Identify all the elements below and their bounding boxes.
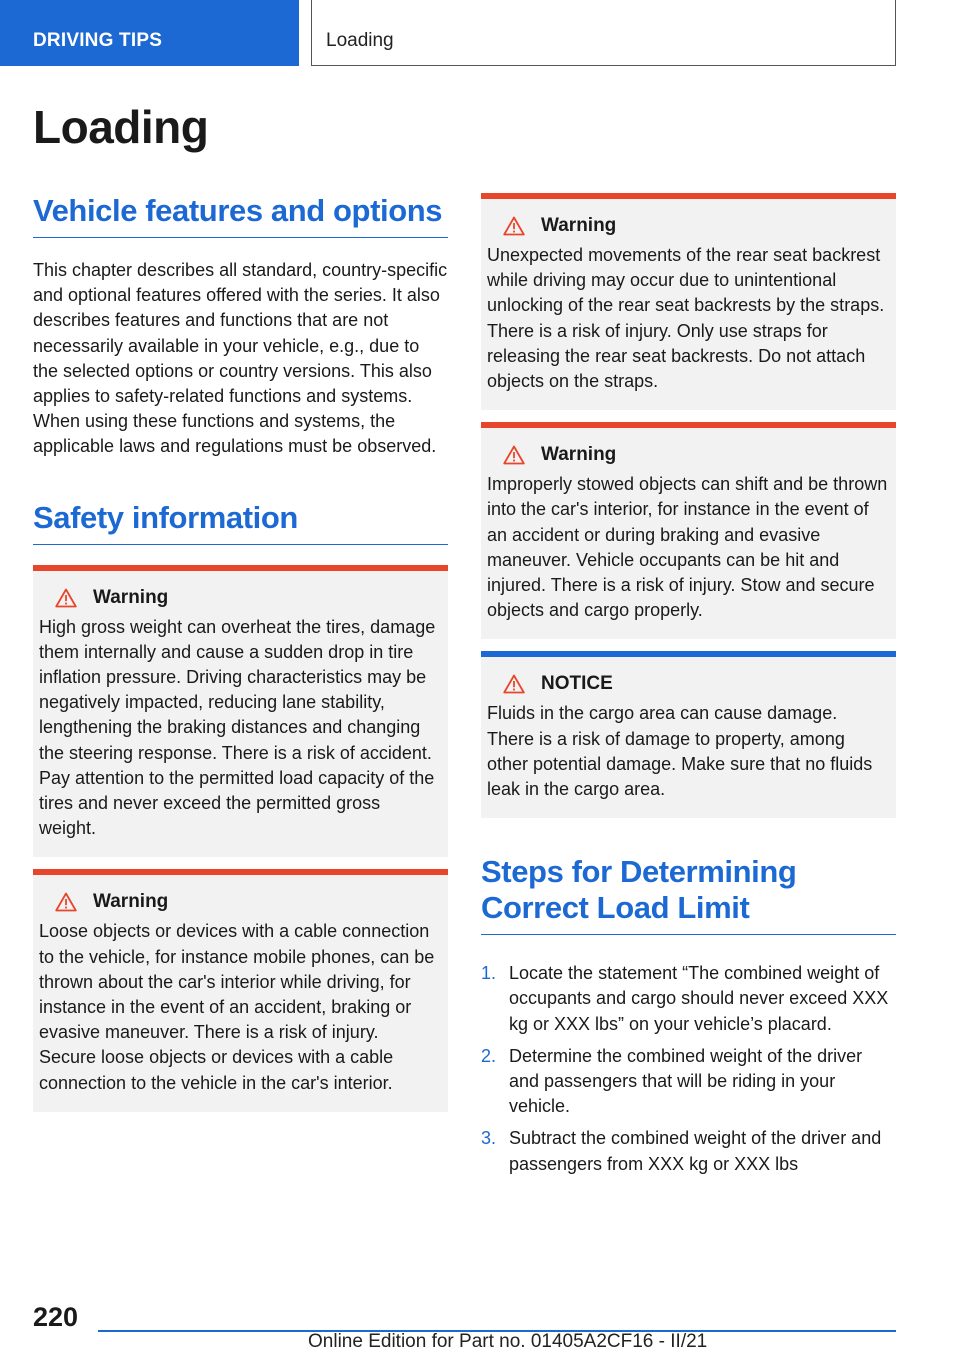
warning-triangle-icon — [503, 674, 525, 694]
header-section-tab: DRIVING TIPS — [0, 0, 299, 66]
list-item — [481, 1044, 896, 1120]
footer-edition: Online Edition for Part no. 01405A2CF16 - II/21 — [308, 1331, 708, 1352]
warning-triangle-icon — [55, 588, 77, 608]
warning-box — [33, 565, 448, 858]
warning-triangle-icon — [55, 892, 77, 912]
warning-header — [39, 891, 440, 913]
step-number: 3. — [481, 1128, 497, 1149]
warning-box — [33, 869, 448, 1111]
warning-header — [487, 215, 888, 237]
left-column — [33, 193, 448, 1112]
vehicle-features-text: This chapter describes all standard, country-specific and optional features offered with the series. It also describes features and functions that are not necessarily available in your vehicle, e.g., due to the selected options or country versions. This also applies to safety-related functions and systems. When using these functions and systems, the applicable laws and regulations must be observed. — [33, 260, 448, 457]
list-item — [481, 961, 896, 1037]
right-column — [481, 193, 896, 1184]
warning-label: Warning — [93, 586, 169, 608]
warning-header — [39, 587, 440, 609]
warning-text: Unexpected movements of the rear seat backrest while driving may occur due to unintentional unlocking of the rear seat backrests by the straps. There is a risk of injury. Only use straps for releasing the rear seat backrests. Do not attach objects on the straps. — [487, 245, 885, 392]
step-text: Subtract the combined weight of the driver and passengers from XXX kg or XXX lbs — [509, 1128, 882, 1174]
warning-box — [481, 422, 896, 639]
section-heading-vehicle-features: Vehicle features and options — [33, 193, 448, 238]
steps-list — [481, 961, 896, 1177]
notice-header — [487, 673, 888, 695]
notice-box — [481, 651, 896, 818]
step-text: Locate the statement “The combined weight of occupants and cargo should never exceed XXX kg or XXX lbs” on your vehicle’s placard. — [509, 963, 889, 1034]
warning-text: Improperly stowed objects can shift and be thrown into the car's interior, for instance in the event of an accident or during braking and evasive maneuver. Vehicle occupants can be hit and injured. There is a risk of injury. Stow and secure objects and cargo properly. — [487, 474, 888, 621]
warning-box — [481, 193, 896, 410]
step-text: Determine the combined weight of the driver and passengers that will be riding in your vehicle. — [509, 1045, 863, 1117]
list-item — [481, 1126, 896, 1176]
step-number: 2. — [481, 1045, 497, 1066]
warning-triangle-icon — [503, 445, 525, 465]
warning-header — [487, 444, 888, 466]
warning-text: Loose objects or devices with a cable connection to the vehicle, for instance mobile phones, can be thrown about the car's interior while driving, for instance in the event of an accident, braking or evasive maneuver. There is a risk of injury. Secure loose objects or devices with a cable connection to the vehicle in the car's interior. — [39, 921, 435, 1093]
notice-text: Fluids in the cargo area can cause damage. There is a risk of damage to property, among other potential damage. Make sure that no fluids leak in the cargo area. — [487, 703, 873, 800]
warning-text: High gross weight can overheat the tires, damage them internally and cause a sudden drop in tire inflation pressure. Driving characteristics may be negatively impacted, reducing lane stability, lengthening the braking distances and changing the steering response. There is a risk of accident. Pay attention to the permitted load capacity of the tires and never exceed the permitted gross weight. — [39, 616, 436, 839]
warning-triangle-icon — [503, 216, 525, 236]
warning-label: Warning — [541, 444, 617, 466]
warning-label: Warning — [93, 891, 169, 913]
warning-label: Warning — [541, 215, 617, 236]
page-number: 220 — [33, 1302, 79, 1332]
section-heading-load-limit: Steps for Determining Correct Load Limit — [481, 854, 896, 935]
section-heading-safety: Safety information — [33, 500, 448, 545]
page-title: Loading — [33, 101, 209, 153]
header-chapter-label: Loading — [311, 0, 896, 66]
notice-label: NOTICE — [541, 673, 613, 695]
step-number: 1. — [481, 963, 497, 984]
